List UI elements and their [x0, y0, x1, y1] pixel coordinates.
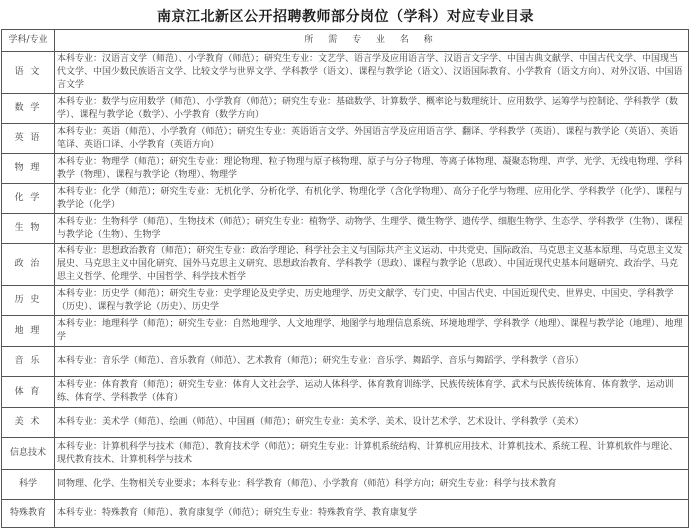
subject-cell: 英 语	[2, 124, 55, 154]
table-row	[2, 286, 689, 316]
subject-cell: 音 乐	[2, 347, 55, 377]
subject-cell: 物 理	[2, 154, 55, 184]
table-row	[2, 438, 689, 470]
subject-cell: 体 育	[2, 377, 55, 408]
requirements-cell: 本科专业：特殊教育（师范）、教育康复学（师范）；研究生专业：特殊教育学、教育康复学	[55, 500, 689, 528]
table-row	[2, 347, 689, 377]
subject-cell: 地 理	[2, 316, 55, 347]
table-row	[2, 377, 689, 408]
table-row	[2, 94, 689, 124]
requirements-cell: 同物理、化学、生物相关专业要求；本科专业：科学教育（师范）、小学教育（师范）科学方向；研究生专业：科学与技术教育	[55, 470, 689, 500]
table-row	[2, 124, 689, 154]
header-required-majors: 所 需 专 业 名 称	[55, 30, 689, 52]
requirements-cell: 本科专业：化学（师范）；研究生专业：无机化学、分析化学、有机化学、物理化学（含化学物理）、高分子化学与物理、应用化学、学科教学（化学）、课程与教学论（化学）	[55, 184, 689, 214]
requirements-cell: 本科专业：音乐学（师范）、音乐教育（师范）、艺术教育（师范）；研究生专业：音乐学、舞蹈学、音乐与舞蹈学、学科教学（音乐）	[55, 347, 689, 377]
requirements-cell: 本科专业：思想政治教育（师范）；研究生专业：政治学理论、科学社会主义与国际共产主义运动、中共党史、国际政治、马克思主义基本原理、马克思主义发展史、马克思主义中国化研究、国外马克思主义研究、思想政治教育、学科教学（思政）、课程与教学论（思政）、中国近现代史基本问题研究、政治学、马克思主义哲学、伦理学、中国哲学、科学技术哲学	[55, 244, 689, 286]
table-row	[2, 244, 689, 286]
requirements-cell: 本科专业：物理学（师范）；研究生专业：理论物理、粒子物理与原子核物理、原子与分子物理、等离子体物理、凝聚态物理、声学、光学、无线电物理、学科教学（物理）、课程与教学论（物理）、物理学	[55, 154, 689, 184]
document-title: 南京江北新区公开招聘教师部分岗位（学科）对应专业目录	[157, 9, 534, 25]
table-row	[2, 184, 689, 214]
requirements-cell: 本科专业：汉语言文学（师范）、小学教育（师范）；研究生专业：文艺学、语言学及应用语言学、汉语言文字学、中国古典文献学、中国古代文学、中国现当代文学、中国少数民族语言文学、比较文学与世界文学、学科教学（语文）、课程与教学论（语文）、汉语国际教育、小学教育（语文方向）、对外汉语、中国语言文学	[55, 52, 689, 94]
table-row	[2, 470, 689, 500]
subject-cell: 化 学	[2, 184, 55, 214]
subject-cell: 历 史	[2, 286, 55, 316]
requirements-cell: 本科专业：美术学（师范）、绘画（师范）、中国画（师范）；研究生专业：美术学、美术、设计艺术学、艺术设计、学科教学（美术）	[55, 408, 689, 438]
table-header-row	[2, 30, 689, 52]
requirements-cell: 本科专业：地理科学（师范）；研究生专业：自然地理学、人文地理学、地图学与地理信息系统、环境地理学、学科教学（地理）、课程与教学论（地理）、地理学	[55, 316, 689, 347]
requirements-cell: 本科专业：英语（师范）、小学教育（师范）；研究生专业：英语语言文学、外国语言学及应用语言学、翻译、学科教学（英语）、课程与教学论（英语）、英语笔译、英语口译、小学教育（英语方向）	[55, 124, 689, 154]
subject-cell: 美 术	[2, 408, 55, 438]
requirements-cell: 本科专业：体育教育（师范）；研究生专业：体育人文社会学、运动人体科学、体育教育训练学、民族传统体育学、武术与民族传统体育、体育教学、运动训练、体育学、学科教学（体育）	[55, 377, 689, 408]
subject-cell: 生 物	[2, 214, 55, 244]
requirements-cell: 本科专业：计算机科学与技术（师范）、教育技术学（师范）；研究生专业：计算机系统结构、计算机应用技术、计算机技术、系统工程、计算机软件与理论、现代教育技术、计算机科学与技术	[55, 438, 689, 470]
table-row	[2, 52, 689, 94]
requirements-cell: 本科专业：数学与应用数学（师范）、小学教育（师范）；研究生专业：基础数学、计算数学、概率论与数理统计、应用数学、运筹学与控制论、学科教学（数学）、课程与教学论（数学）、小学教育（数学方向）	[55, 94, 689, 124]
header-subject: 学科/专业	[2, 30, 55, 52]
subject-major-table	[1, 29, 689, 528]
table-row	[2, 214, 689, 244]
subject-cell: 政 治	[2, 244, 55, 286]
requirements-cell: 本科专业：生物科学（师范）、生物技术（师范）；研究生专业：植物学、动物学、生理学、微生物学、遗传学、细胞生物学、生态学、学科教学（生物）、课程与教学论（生物）、生物学	[55, 214, 689, 244]
subject-cell: 语 文	[2, 52, 55, 94]
subject-cell: 科学	[2, 470, 55, 500]
subject-cell: 数 学	[2, 94, 55, 124]
table-row	[2, 154, 689, 184]
subject-cell: 信息技术	[2, 438, 55, 470]
table-row	[2, 316, 689, 347]
requirements-cell: 本科专业：历史学（师范）；研究生专业：史学理论及史学史、历史地理学、历史文献学、专门史、中国古代史、中国近现代史、世界史、中国史、学科教学（历史）、课程与教学论（历史）、历史学	[55, 286, 689, 316]
table-row	[2, 408, 689, 438]
table-row	[2, 500, 689, 528]
subject-cell: 特殊教育	[2, 500, 55, 528]
